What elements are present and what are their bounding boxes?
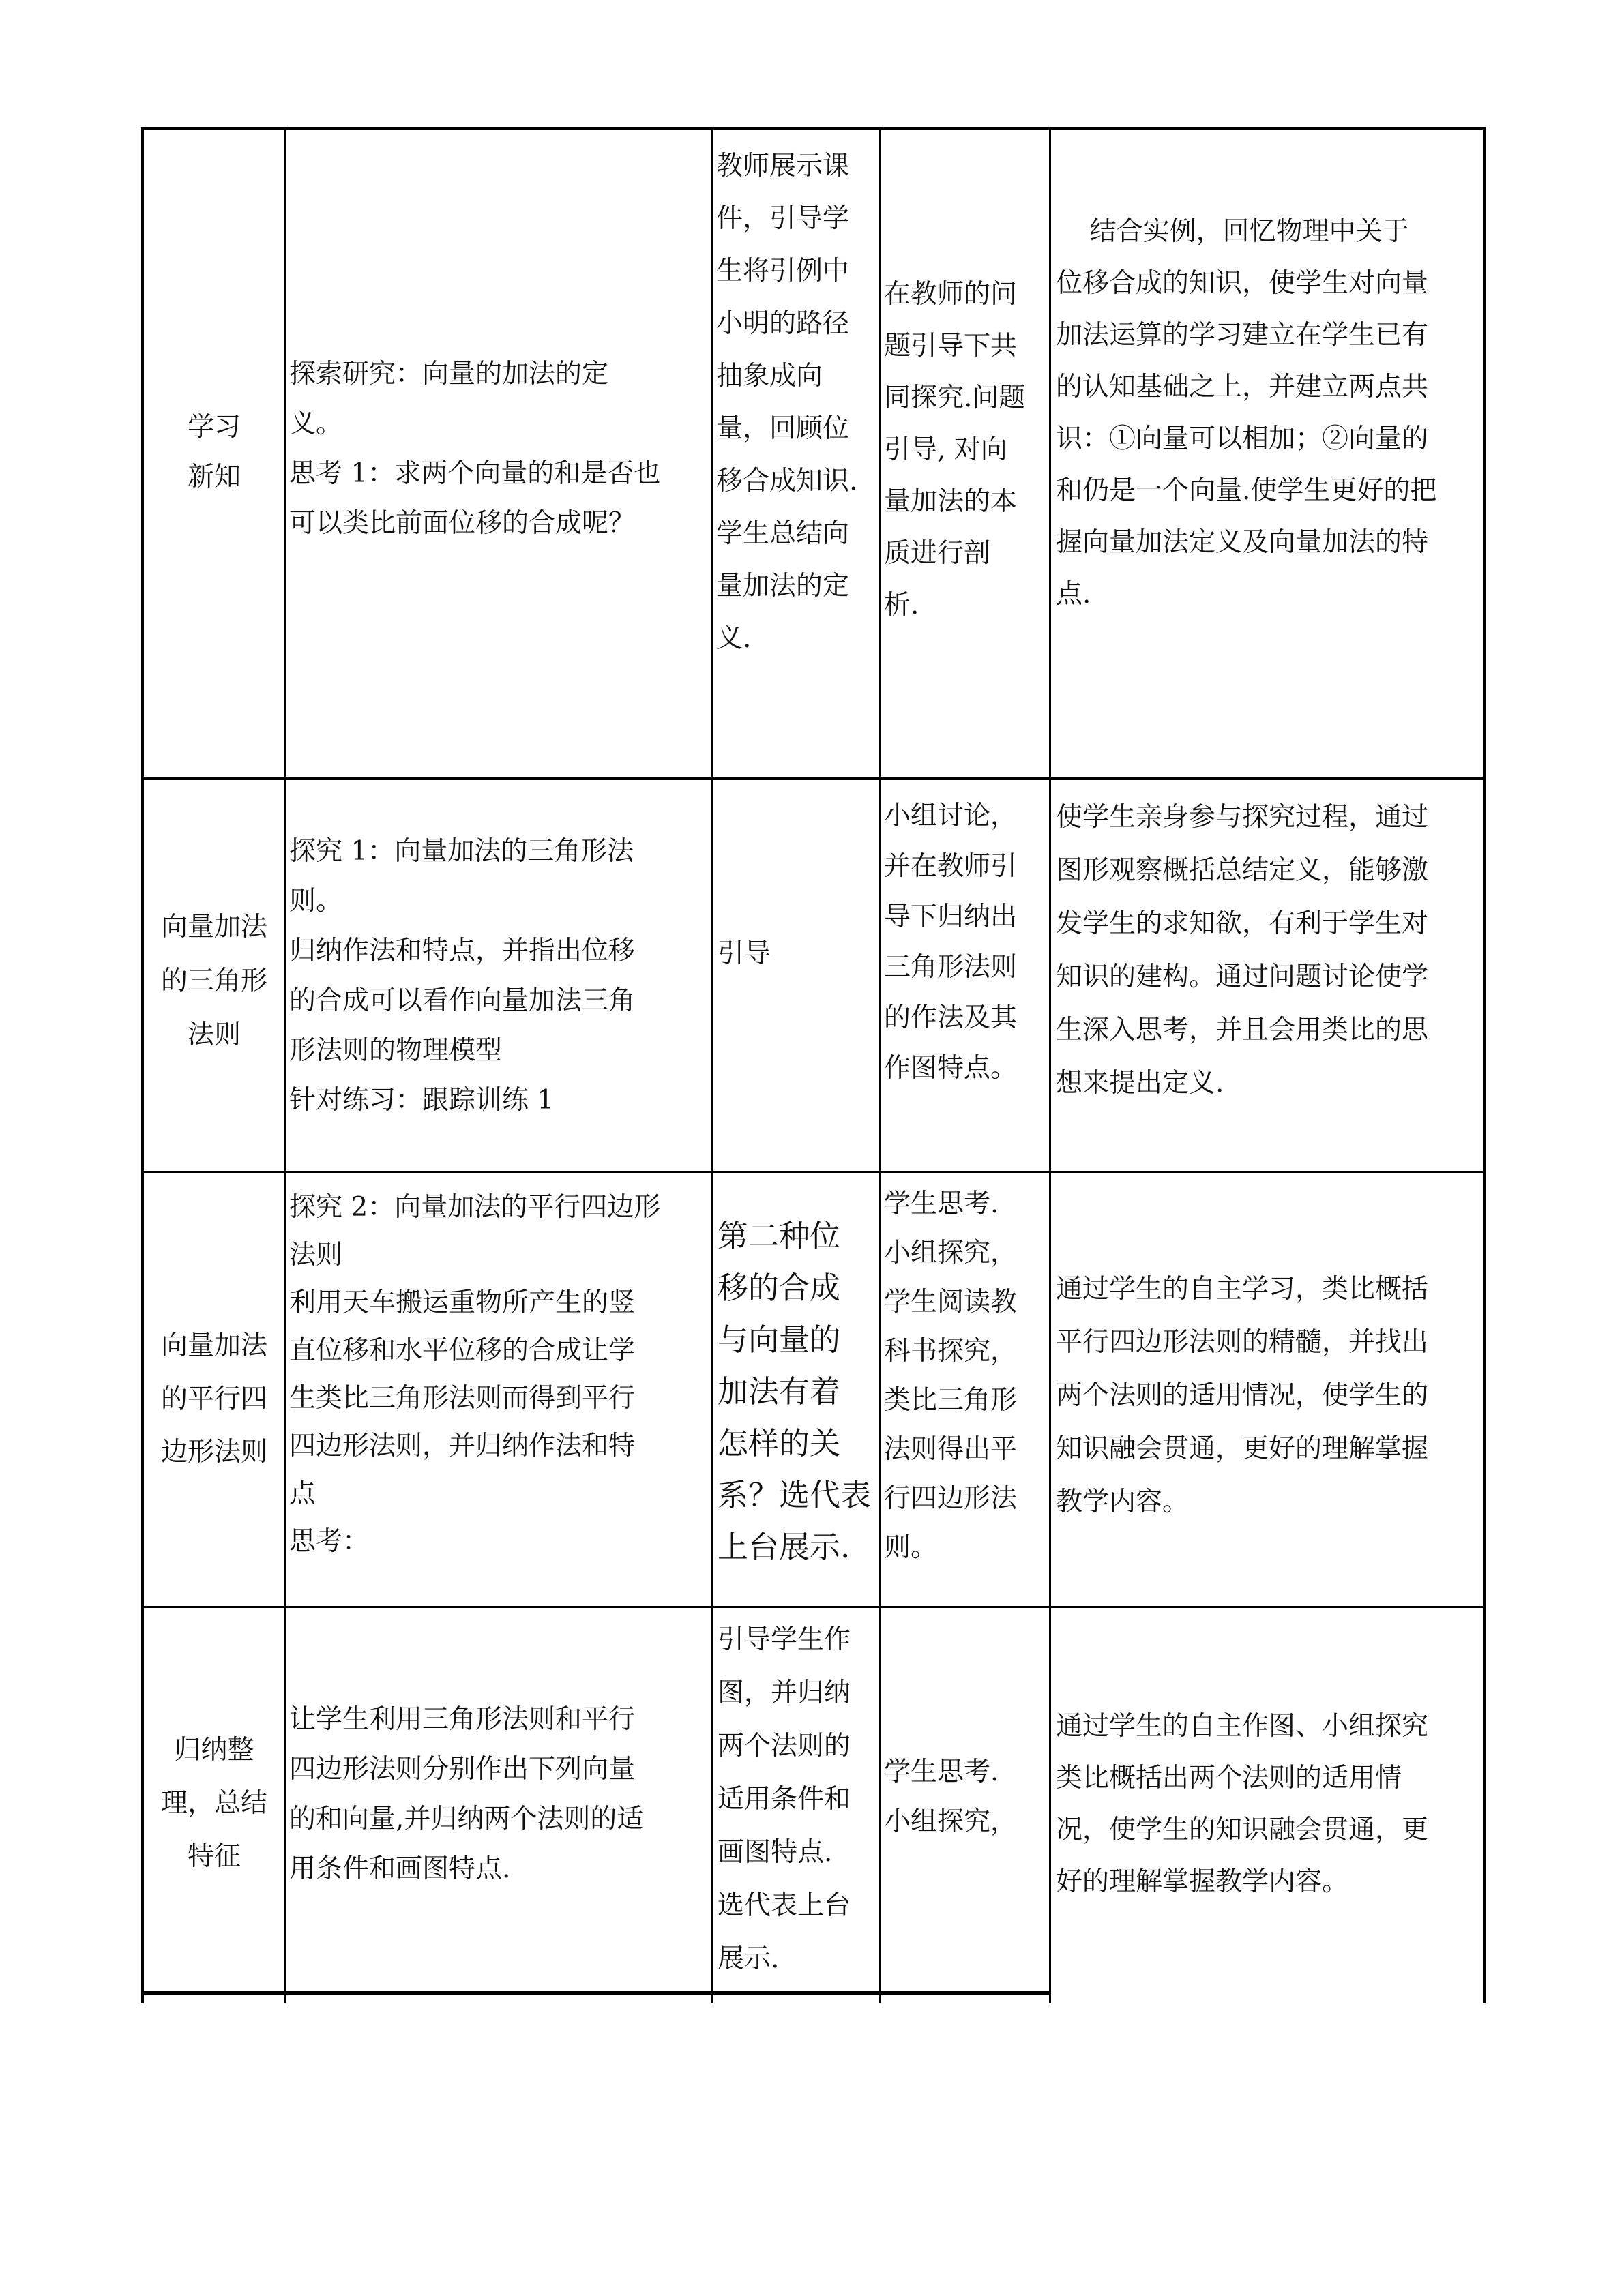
column-divider (879, 128, 881, 2003)
stage-cell: 向量加法 的平行四 边形法则 (160, 1330, 267, 1467)
table-border-top (141, 127, 1486, 130)
design-intent-cell: 使学生亲身参与探究过程，通过 图形观察概括总结定义，能够激 发学生的求知欲，有利于学生对 知识的建构。通过问题讨论使学 生深入思考，并且会用类比的思 想来提出定义. (1056, 802, 1429, 1099)
table-border-left (141, 128, 144, 2003)
content-cell: 探究 1：向量加法的三角形法 则。 归纳作法和特点，并指出位移 的合成可以看作向量加法三角 形法则的物理模型 针对练习：跟踪训练 1 (289, 836, 636, 1116)
design-intent-cell: 结合实例，回忆物理中关于 位移合成的知识，使学生对向量 加法运算的学习建立在学生已有 的认知基础之上，并建立两点共 识：①向量可以相加；②向量的 和仍是一个向量.使学生更好的把 握向量加法定义及向量加法的特 点. (1056, 216, 1437, 610)
teacher-activity-cell: 教师展示课 件，引导学 生将引例中 小明的路径 抽象成向 量，回顾位 移合成知识. 学生总结向 量加法的定 义. (716, 151, 858, 654)
stage-cell: 向量加法 的三角形 法则 (160, 912, 267, 1050)
column-divider (1049, 128, 1051, 2003)
row-divider (141, 777, 1486, 780)
student-activity-cell: 在教师的问 题引导下共 同探究.问题 引导, 对向 量加法的本 质进行剖 析. (884, 279, 1026, 621)
table-border-bottom (141, 1991, 1050, 1995)
column-divider (711, 128, 713, 2003)
row-divider (141, 1606, 1486, 1608)
content-cell: 让学生利用三角形法则和平行 四边形法则分别作出下列向量 的和向量,并归纳两个法则的适 用条件和画图特点. (289, 1704, 644, 1884)
content-cell: 探索研究：向量的加法的定 义。 思考 1：求两个向量的和是否也 可以类比前面位移的合成呢？ (289, 359, 661, 539)
table-border-right (1483, 128, 1486, 2003)
design-intent-cell: 通过学生的自主学习，类比概括 平行四边形法则的精髓，并找出 两个法则的适用情况，使学生的 知识融会贯通，更好的理解掌握 教学内容。 (1056, 1274, 1429, 1517)
student-activity-cell: 学生思考. 小组探究， (884, 1757, 1018, 1837)
teacher-activity-cell: 引导学生作 图，并归纳 两个法则的 适用条件和 画图特点. 选代表上台 展示. (718, 1624, 851, 1974)
column-divider (284, 128, 286, 2003)
student-activity-cell: 学生思考. 小组探究， 学生阅读教 科书探究， 类比三角形 法则得出平 行四边形法 则。 (884, 1189, 1018, 1563)
teacher-activity-cell: 第二种位 移的合成 与向量的 加法有着 怎样的关 系？选代表 上台展示. (718, 1218, 872, 1565)
teacher-activity-cell: 引导 (718, 938, 771, 969)
content-cell: 探究 2：向量加法的平行四边形 法则 利用天车搬运重物所产生的竖 直位移和水平位移的合成让学 生类比三角形法则而得到平行 四边形法则，并归纳作法和特 点 思考： (289, 1192, 661, 1557)
stage-cell: 学习 新知 (187, 412, 241, 492)
student-activity-cell: 小组讨论， 并在教师引 导下归纳出 三角形法则 的作法及其 作图特点。 (884, 801, 1018, 1084)
design-intent-cell: 通过学生的自主作图、小组探究 类比概括出两个法则的适用情 况，使学生的知识融会贯通，更 好的理解掌握教学内容。 (1056, 1711, 1429, 1897)
row-divider (141, 1171, 1486, 1173)
stage-cell: 归纳整 理，总结 特征 (160, 1735, 267, 1872)
